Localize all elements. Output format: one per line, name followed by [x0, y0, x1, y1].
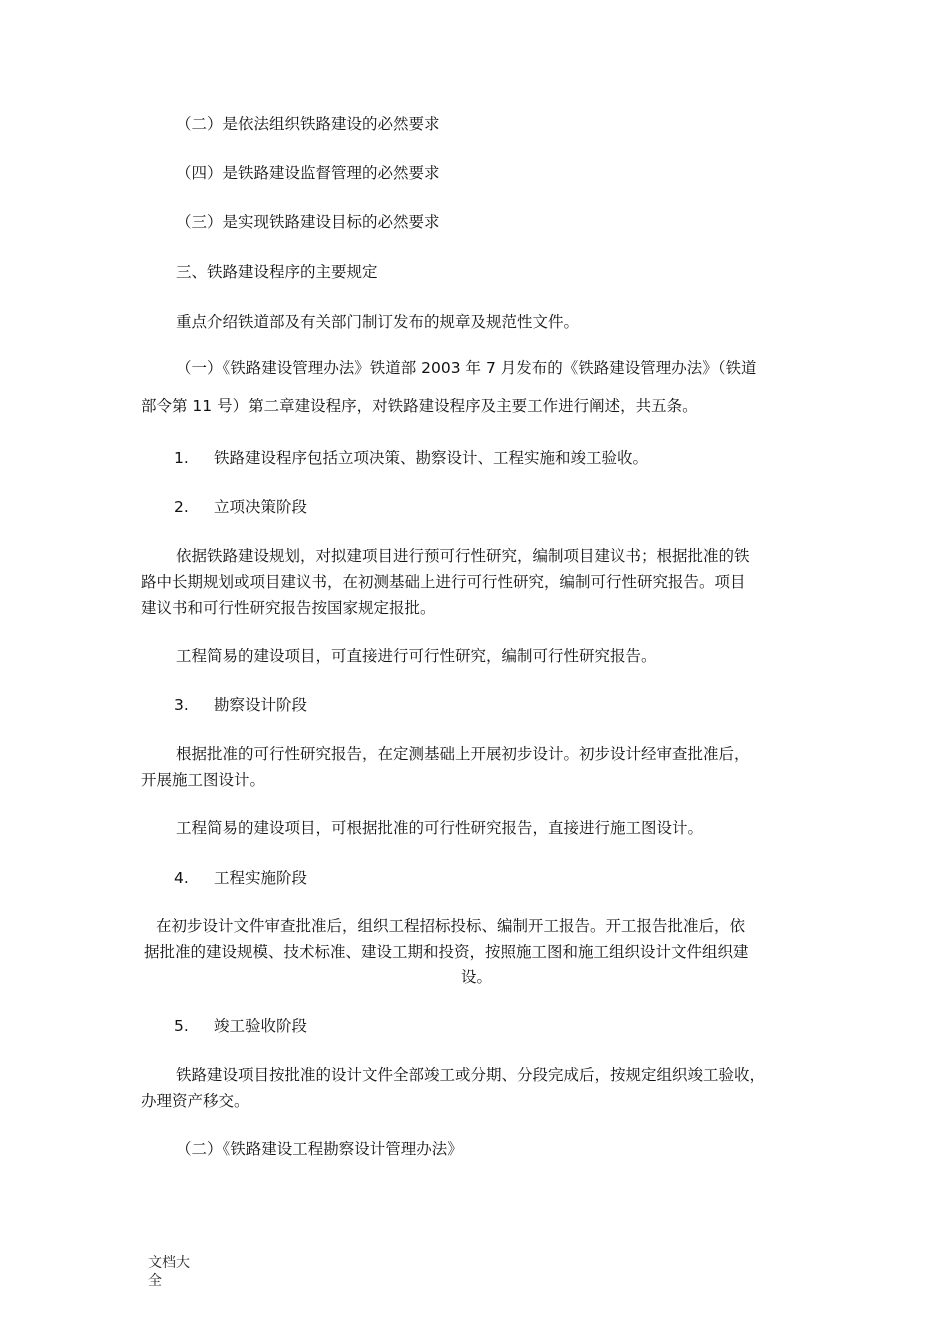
list-item-3 [174, 694, 307, 717]
paragraph-line: 开展施工图设计。 [141, 771, 266, 789]
subsection-title: （二）《铁路建设工程勘察设计管理办法》 [176, 1140, 463, 1158]
paragraph-heading-4: （四）是铁路建设监督管理的必然要求 [176, 164, 440, 182]
paragraph-heading-3: （三）是实现铁路建设目标的必然要求 [176, 213, 440, 231]
intro-paragraph: 重点介绍铁道部及有关部门制订发布的规章及规范性文件。 [176, 313, 580, 331]
paragraph-line: 根据批准的可行性研究报告，在定测基础上开展初步设计。初步设计经审查批准后， [176, 745, 750, 763]
list-number: 1. [174, 449, 189, 467]
list-text: 竣工验收阶段 [214, 1017, 308, 1035]
list-number: 4. [174, 869, 189, 887]
paragraph-line: 据批准的建设规模、技术标准、建设工期和投资，按照施工图和施工组织设计文件组织建 [144, 943, 749, 961]
list-item-1 [174, 447, 648, 470]
paragraph-line: 路中长期规划或项目建议书，在初测基础上进行可行性研究，编制可行性研究报告。项目 [141, 573, 746, 591]
paragraph-line: 部令第 11 号）第二章建设程序，对铁路建设程序及主要工作进行阐述，共五条。 [141, 397, 698, 415]
paragraph-line: 建议书和可行性研究报告按国家规定报批。 [141, 599, 436, 617]
list-item-2 [174, 496, 307, 519]
paragraph-heading-2: （二）是依法组织铁路建设的必然要求 [176, 115, 440, 133]
list-text: 铁路建设程序包括立项决策、勘察设计、工程实施和竣工验收。 [214, 449, 649, 467]
paragraph-line: 设。 [461, 968, 493, 986]
list-item-4 [174, 867, 307, 890]
paragraph: 工程简易的建设项目，可直接进行可行性研究，编制可行性研究报告。 [176, 647, 657, 665]
list-text: 勘察设计阶段 [214, 696, 308, 714]
section-title: 三、铁路建设程序的主要规定 [176, 263, 378, 281]
list-number: 5. [174, 1017, 189, 1035]
page-footer [148, 1254, 198, 1290]
list-number: 3. [174, 696, 189, 714]
footer-line: 文档大 [148, 1255, 190, 1271]
footer-line: 全 [148, 1273, 162, 1289]
list-item-5 [174, 1015, 307, 1038]
list-text: 立项决策阶段 [214, 498, 308, 516]
paragraph-line: （一）《铁路建设管理办法》铁道部 2003 年 7 月发布的《铁路建设管理办法》（铁道 [176, 359, 757, 377]
list-text: 工程实施阶段 [214, 869, 308, 887]
paragraph-line: 在初步设计文件审查批准后，组织工程招标投标、编制开工报告。开工报告批准后，依 [156, 917, 746, 935]
paragraph-line: 依据铁路建设规划，对拟建项目进行预可行性研究，编制项目建议书；根据批准的铁 [176, 547, 750, 565]
list-number: 2. [174, 498, 189, 516]
paragraph: 工程简易的建设项目，可根据批准的可行性研究报告，直接进行施工图设计。 [176, 819, 704, 837]
paragraph-line: 铁路建设项目按批准的设计文件全部竣工或分期、分段完成后，按规定组织竣工验收， [176, 1066, 766, 1084]
paragraph-line: 办理资产移交。 [141, 1092, 250, 1110]
